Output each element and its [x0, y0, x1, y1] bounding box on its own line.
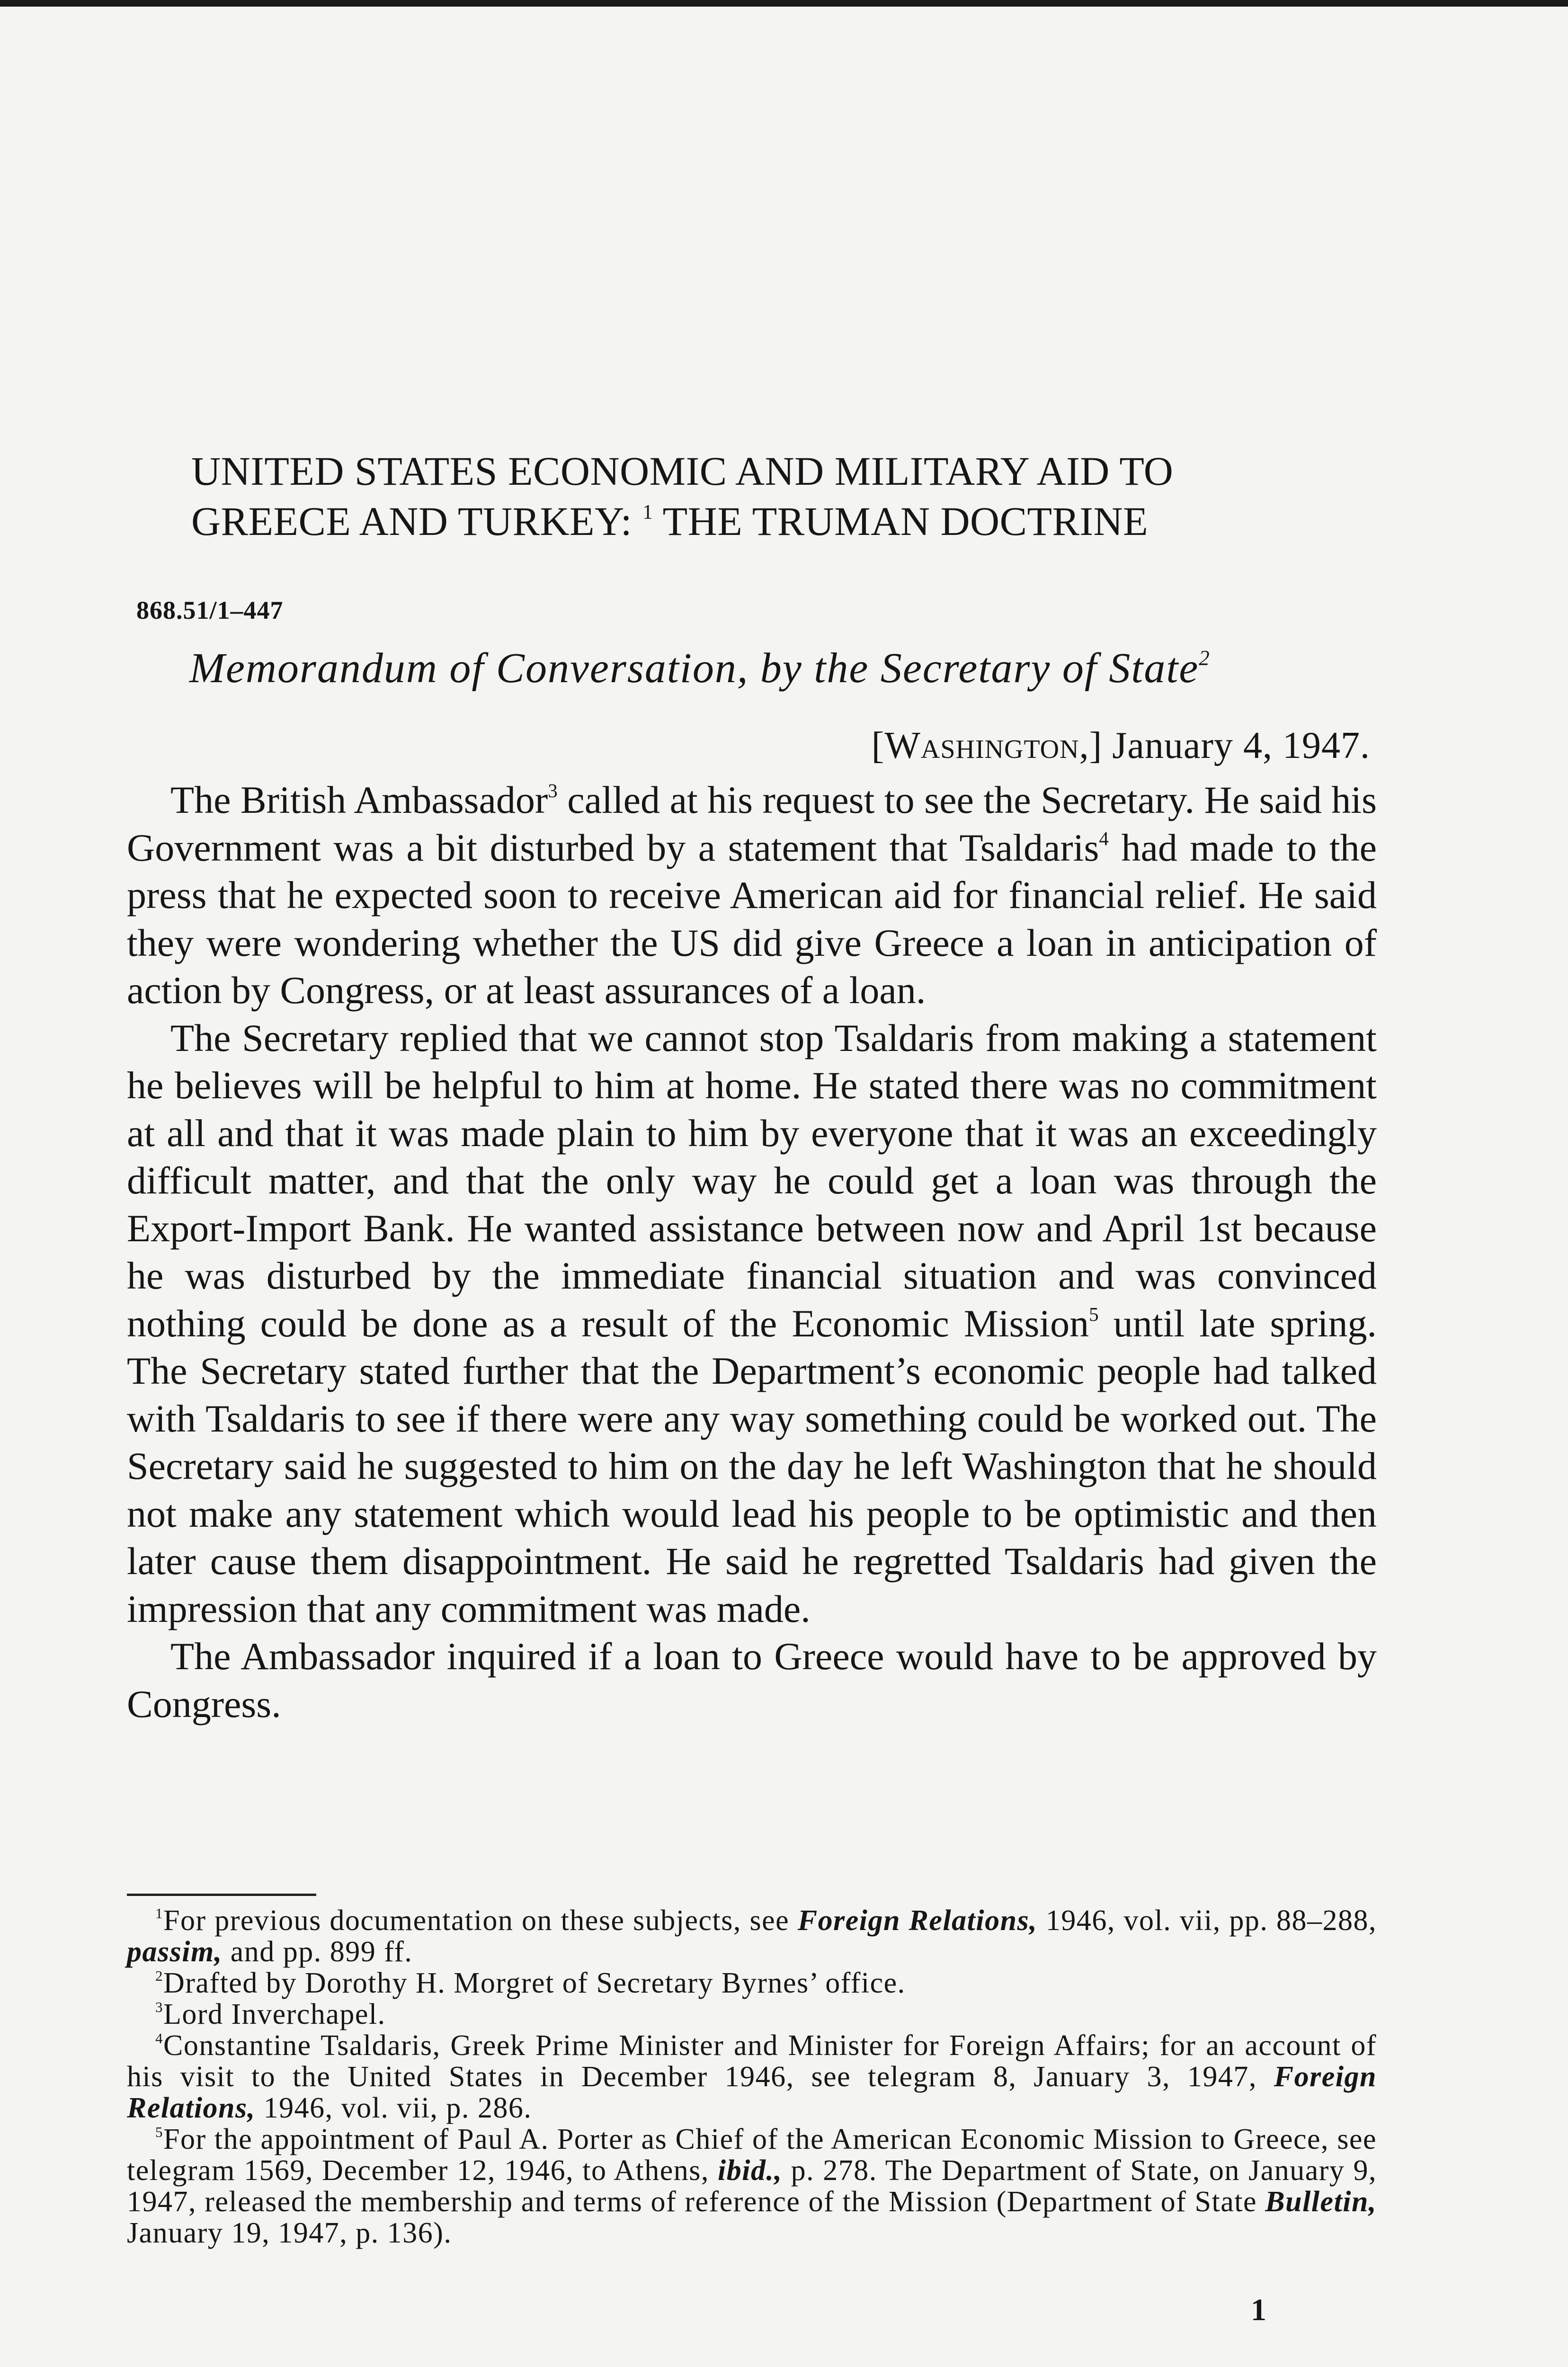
footnote-divider: [127, 1894, 316, 1896]
title-line-2: GREECE AND TURKEY: $^1$ THE TRUMAN DOCTRINE: [191, 498, 1149, 544]
footnote-ref-5: 5: [1089, 1303, 1099, 1325]
footnote-3: $^3$Lord Inverchapel.: [155, 1998, 386, 2030]
footnote-ref-1: 1: [642, 501, 653, 524]
file-number: 868.51/1–447: [136, 596, 284, 624]
page-number: 1: [1251, 2293, 1266, 2327]
footnote-ref-3: 3: [548, 780, 558, 802]
chapter-title: [191, 446, 1384, 546]
footnote-ref-4: 4: [1099, 827, 1109, 849]
memorandum-body: [127, 776, 1377, 1728]
paragraph-2: The Secretary replied that we cannot stop Tsaldaris from making a statement he believes will be helpful to him at home. He stated there was no commitment at all and that it was made plain to him by everyone that it was an exceedingly difficult matter, and that the only way he could get a loan was through the Export-Import Bank. He wanted assistance between now and April 1st because he was disturbed by the immediate financial situation and was convinced nothing could be done as a result of the Economic Mission$^5$ until late spring. The Secretary stated further that the Department’s economic people had talked with Tsaldaris to see if there were any way something could be worked out. The Secretary said he suggested to him on the day he left Washington that he should not make any statement which would lead his people to be optimistic and then later cause them disappointment. He said he regretted Tsaldaris had given the impression that any commitment was made.: [127, 1016, 1377, 1630]
footnotes: [127, 1905, 1377, 2249]
document-heading: Memorandum of Conversation, by the Secretary of State$^2$: [189, 645, 1211, 692]
footnote-ref-2: 2: [1199, 646, 1211, 670]
paragraph-3: The Ambassador inquired if a loan to Greece would have to be approved by Congress.: [127, 1635, 1377, 1726]
top-border-rule: [0, 0, 1568, 7]
footnote-4: $^4$Constantine Tsaldaris, Greek Prime Minister and Minister for Foreign Affairs; for an account of his visit to the United States in December 1946, see telegram 8, January 3, 1947, Foreign Relations, 1946, vol. vii, p. 286.: [127, 2029, 1377, 2124]
place: Washington: [884, 725, 1079, 766]
footnote-1: $^1$For previous documentation on these subjects, see Foreign Relations, 1946, vol. vii, pp. 88–288, passim, and pp. 899 ff.: [127, 1904, 1377, 1968]
footnote-2: $^2$Drafted by Dorothy H. Morgret of Secretary Byrnes’ office.: [155, 1967, 906, 1999]
title-line-1: UNITED STATES ECONOMIC AND MILITARY AID TO: [191, 448, 1174, 494]
date: January 4, 1947.: [1112, 725, 1370, 766]
place-and-date: [Washington,] January 4, 1947.: [871, 725, 1370, 766]
footnote-5: $^5$For the appointment of Paul A. Porter as Chief of the American Economic Mission to Greece, see telegram 1569, December 12, 1946, to Athens, ibid., p. 278. The Department of State, on January 9, 1947, released the membership and terms of reference of the Mission (Department of State Bulletin, January 19, 1947, p. 136).: [127, 2123, 1377, 2249]
paragraph-1: The British Ambassador$^3$ called at his request to see the Secretary. He said his Government was a bit disturbed by a statement that Tsaldaris$^4$ had made to the press that he expected soon to receive American aid for financial relief. He said they were wondering whether the US did give Greece a loan in anticipation of action by Congress, or at least assurances of a loan.: [127, 778, 1377, 1012]
